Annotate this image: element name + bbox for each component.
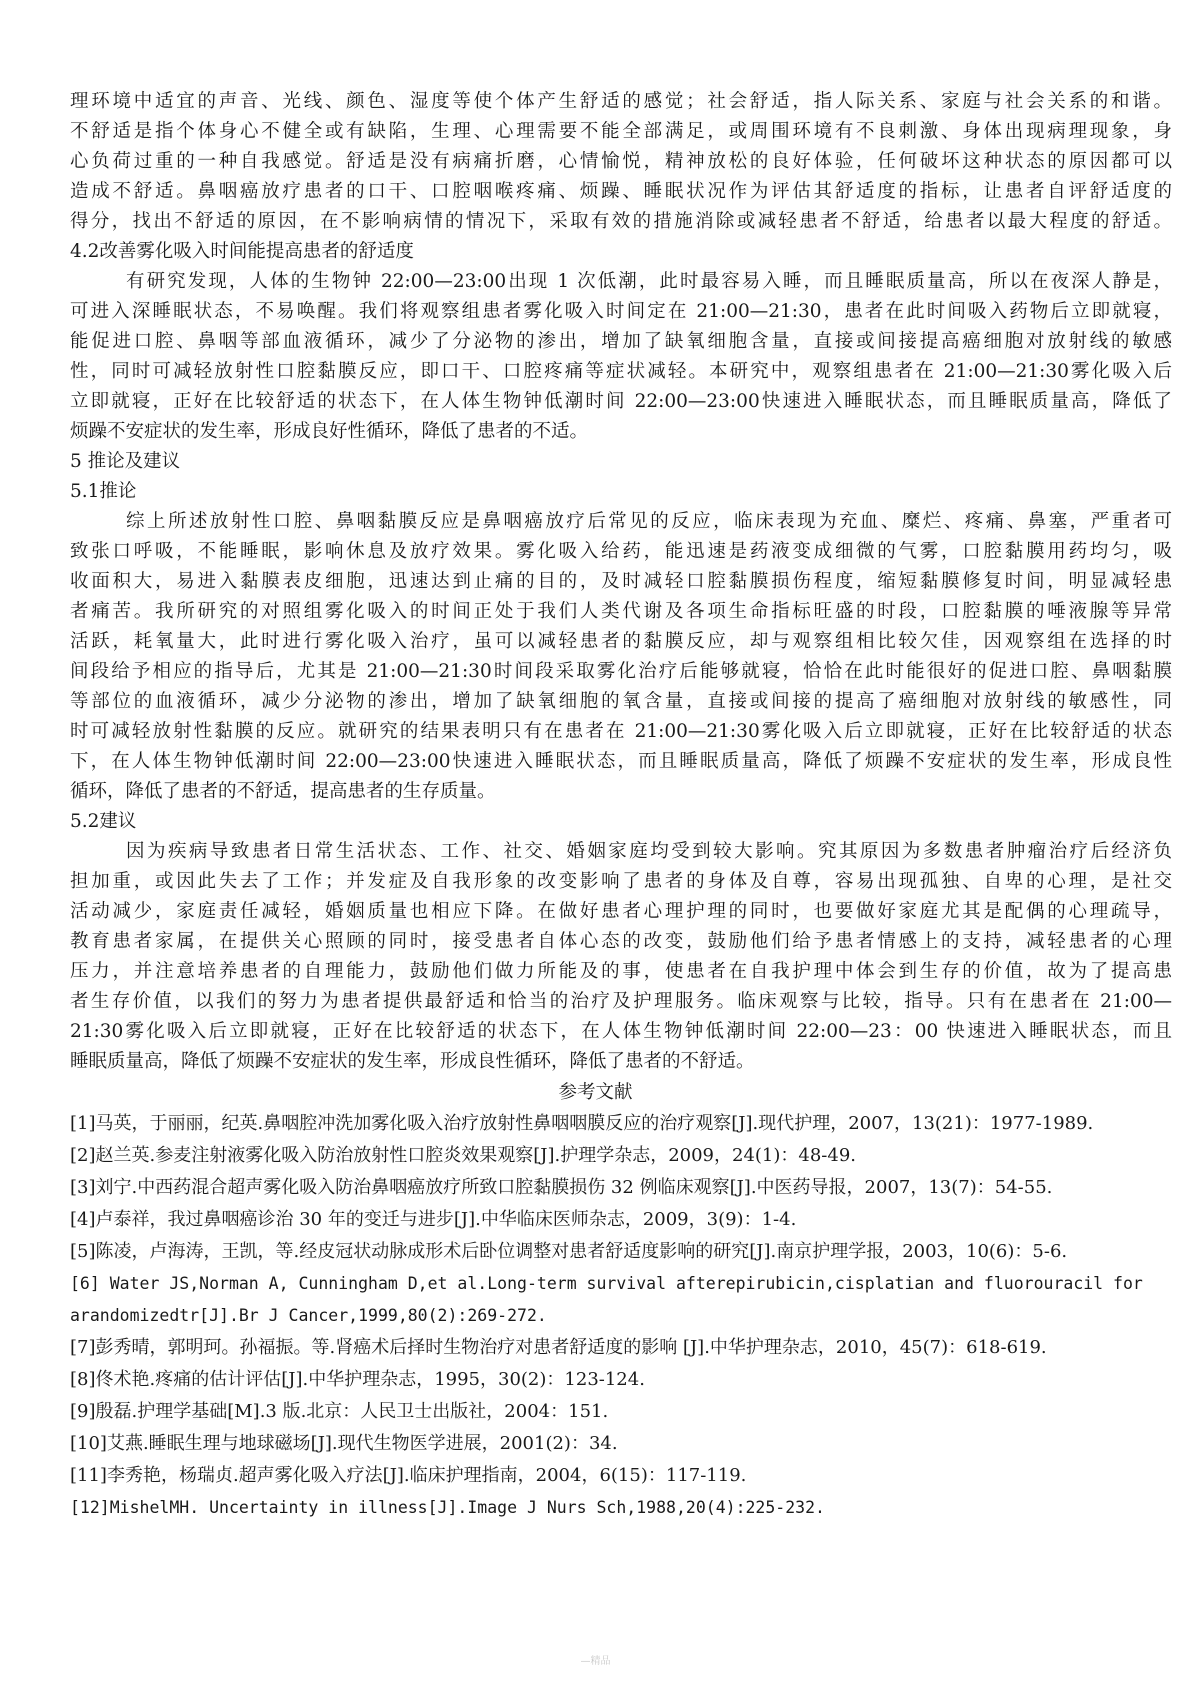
paragraph-line: 睡眠质量高，降低了烦躁不安症状的发生率，形成良性循环，降低了患者的不舒适。 xyxy=(70,1051,755,1072)
reference-item: [2]赵兰英.参麦注射液雾化吸入防治放射性口腔炎效果观察[J].护理学杂志，2009，24(1)：48-49. xyxy=(70,1145,857,1166)
paragraph-line: 循环，降低了患者的不舒适，提高患者的生存质量。 xyxy=(70,781,496,802)
paragraph-line: 致张口呼吸，不能睡眠，影响休息及放疗效果。雾化吸入给药，能迅速是药液变成细微的气雾，口腔黏膜用药均匀，吸 xyxy=(70,541,1172,562)
references-heading: 参考文献 xyxy=(558,1082,633,1103)
reference-item: [7]彭秀晴，郭明珂。孙福振。等.肾癌术后择时生物治疗对患者舒适度的影响 [J].中华护理杂志，2010，45(7)：618-619. xyxy=(70,1337,1047,1358)
paragraph-line: 立即就寝，正好在比较舒适的状态下，在人体生物钟低潮时间 22:00—23:00快速进入睡眠状态，而且睡眠质量高，降低了 xyxy=(70,391,1172,412)
paragraph-line: 烦躁不安症状的发生率，形成良好性循环，降低了患者的不适。 xyxy=(70,421,589,442)
paragraph-line: 间段给予相应的指导后，尤其是 21:00—21:30时间段采取雾化治疗后能够就寝，恰恰在此时能很好的促进口腔、鼻咽黏膜 xyxy=(70,661,1172,682)
reference-item: [10]艾燕.睡眠生理与地球磁场[J].现代生物医学进展，2001(2)：34. xyxy=(70,1433,618,1454)
paragraph-line: 等部位的血液循环，减少分泌物的渗出，增加了缺氧细胞的氧含量，直接或间接的提高了癌细胞对放射线的敏感性，同 xyxy=(70,691,1172,712)
paragraph-line: 时可减轻放射性黏膜的反应。就研究的结果表明只有在患者在 21:00—21:30雾化吸入后立即就寝，正好在比较舒适的状态 xyxy=(70,721,1172,742)
reference-item: [12]MishelMH. Uncertainty in illness[J].Image J Nurs Sch,1988,20(4):225-232. xyxy=(70,1498,825,1517)
section-heading-4-2: 4.2改善雾化吸入时间能提高患者的舒适度 xyxy=(70,241,414,262)
paragraph-line: 活跃，耗氧量大，此时进行雾化吸入治疗，虽可以减轻患者的黏膜反应，却与观察组相比较欠佳，因观察组在选择的时 xyxy=(70,631,1172,652)
reference-item: [1]马英，于丽丽，纪英.鼻咽腔冲洗加雾化吸入治疗放射性鼻咽咽膜反应的治疗观察[J].现代护理，2007，13(21)：1977-1989. xyxy=(70,1113,1094,1134)
paragraph-line: 不舒适是指个体身心不健全或有缺陷，生理、心理需要不能全部满足，或周围环境有不良刺激、身体出现病理现象，身 xyxy=(70,121,1172,142)
paragraph-line: 理环境中适宜的声音、光线、颜色、湿度等使个体产生舒适的感觉；社会舒适，指人际关系、家庭与社会关系的和谐。 xyxy=(70,91,1172,112)
paragraph-line: 心负荷过重的一种自我感觉。舒适是没有病痛折磨，心情愉悦，精神放松的良好体验，任何破坏这种状态的原因都可以 xyxy=(70,151,1172,172)
reference-item: arandomizedtr[J].Br J Cancer,1999,80(2):269-272. xyxy=(70,1306,547,1325)
paragraph-line: 21:30雾化吸入后立即就寝，正好在比较舒适的状态下，在人体生物钟低潮时间 22:00—23：00 快速进入睡眠状态，而且 xyxy=(70,1021,1172,1042)
paragraph-line: 者生存价值，以我们的努力为患者提供最舒适和恰当的治疗及护理服务。临床观察与比较，指导。只有在患者在 21:00— xyxy=(70,991,1172,1012)
reference-item: [3]刘宁.中西药混合超声雾化吸入防治鼻咽癌放疗所致口腔黏膜损伤 32 例临床观察[J].中医药导报，2007，13(7)：54-55. xyxy=(70,1177,1053,1198)
reference-item: [9]殷磊.护理学基础[M].3 版.北京：人民卫士出版社，2004：151. xyxy=(70,1401,609,1422)
paragraph-line: 可进入深睡眠状态，不易唤醒。我们将观察组患者雾化吸入时间定在 21:00—21:30，患者在此时间吸入药物后立即就寝， xyxy=(70,301,1172,322)
section-heading-5-2: 5.2建议 xyxy=(70,811,137,832)
paragraph-line: 能促进口腔、鼻咽等部血液循环，减少了分泌物的渗出，增加了缺氧细胞含量，直接或间接提高癌细胞对放射线的敏感 xyxy=(70,331,1172,352)
paragraph-line: 造成不舒适。鼻咽癌放疗患者的口干、口腔咽喉疼痛、烦躁、睡眠状况作为评估其舒适度的指标，让患者自评舒适度的 xyxy=(70,181,1172,202)
paragraph-line: 综上所述放射性口腔、鼻咽黏膜反应是鼻咽癌放疗后常见的反应，临床表现为充血、糜烂、疼痛、鼻塞，严重者可 xyxy=(126,511,1172,532)
paragraph-line: 压力，并注意培养患者的自理能力，鼓励他们做力所能及的事，使患者在自我护理中体会到生存的价值，故为了提高患 xyxy=(70,961,1172,982)
section-heading-5: 5 推论及建议 xyxy=(70,451,181,472)
page-footer: —精品 xyxy=(580,1656,611,1667)
reference-item: [6] Water JS,Norman A, Cunningham D,et al.Long-term survival afterepirubicin,cisplatian and fluorouracil for xyxy=(70,1274,1143,1293)
paragraph-line: 担加重，或因此失去了工作；并发症及自我形象的改变影响了患者的身体及自尊，容易出现孤独、自卑的心理，是社交 xyxy=(70,871,1172,892)
paragraph-line: 教育患者家属，在提供关心照顾的同时，接受患者自体心态的改变，鼓励他们给予患者情感上的支持，减轻患者的心理 xyxy=(70,931,1172,952)
paragraph-line: 有研究发现，人体的生物钟 22:00—23:00出现 1 次低潮，此时最容易入睡，而且睡眠质量高，所以在夜深人静是， xyxy=(126,271,1172,292)
reference-item: [5]陈凌，卢海涛，王凯，等.经皮冠状动脉成形术后卧位调整对患者舒适度影响的研究[J].南京护理学报，2003，10(6)：5-6. xyxy=(70,1241,1068,1262)
paragraph-line: 得分，找出不舒适的原因，在不影响病情的情况下，采取有效的措施消除或减轻患者不舒适，给患者以最大程度的舒适。 xyxy=(70,211,1172,232)
paragraph-line: 活动减少，家庭责任减轻，婚姻质量也相应下降。在做好患者心理护理的同时，也要做好家庭尤其是配偶的心理疏导， xyxy=(70,901,1172,922)
section-heading-5-1: 5.1推论 xyxy=(70,481,137,502)
reference-item: [11]李秀艳，杨瑞贞.超声雾化吸入疗法[J].临床护理指南，2004，6(15)：117-119. xyxy=(70,1465,747,1486)
paragraph-line: 者痛苦。我所研究的对照组雾化吸入的时间正处于我们人类代谢及各项生命指标旺盛的时段，口腔黏膜的唾液腺等异常 xyxy=(70,601,1172,622)
reference-item: [4]卢泰祥，我过鼻咽癌诊治 30 年的变迁与进步[J].中华临床医师杂志，2009，3(9)：1-4. xyxy=(70,1209,797,1230)
reference-item: [8]佟术艳.疼痛的估计评估[J].中华护理杂志，1995，30(2)：123-124. xyxy=(70,1369,645,1390)
paragraph-line: 因为疾病导致患者日常生活状态、工作、社交、婚姻家庭均受到较大影响。究其原因为多数患者肿瘤治疗后经济负 xyxy=(126,841,1172,862)
paragraph-line: 性，同时可减轻放射性口腔黏膜反应，即口干、口腔疼痛等症状减轻。本研究中，观察组患者在 21:00—21:30雾化吸入后 xyxy=(70,361,1172,382)
paragraph-line: 下，在人体生物钟低潮时间 22:00—23:00快速进入睡眠状态，而且睡眠质量高，降低了烦躁不安症状的发生率，形成良性 xyxy=(70,751,1172,772)
paragraph-line: 收面积大，易进入黏膜表皮细胞，迅速达到止痛的目的，及时减轻口腔黏膜损伤程度，缩短黏膜修复时间，明显减轻患 xyxy=(70,571,1172,592)
